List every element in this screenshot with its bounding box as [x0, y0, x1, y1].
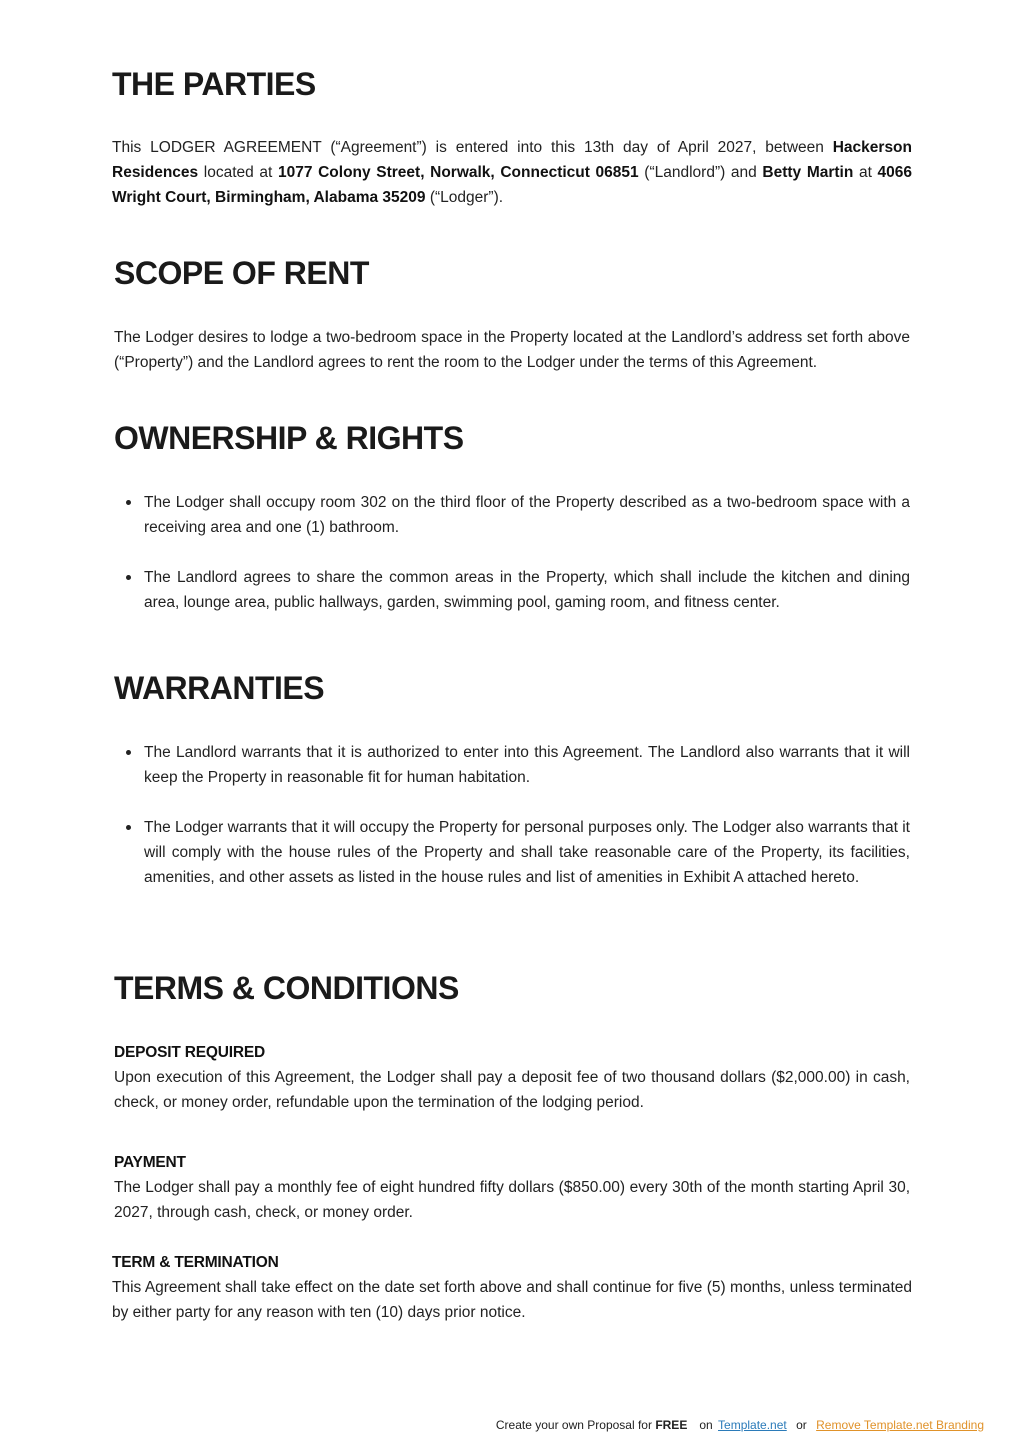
payment-text: The Lodger shall pay a monthly fee of eight hundred fifty dollars ($850.00) every 30th of the month starting April 30, 2027, through cash, check, or money order.	[114, 1179, 910, 1221]
parties-text-1: This LODGER AGREEMENT (“Agreement”) is entered into this 13th day of April 2027, between	[112, 139, 833, 156]
list-item: The Landlord warrants that it is authorized to enter into this Agreement. The Landlord also warrants that it will keep the Property in reasonable fit for human habitation.	[112, 740, 910, 790]
branding-footer	[496, 1418, 984, 1432]
deposit-text: Upon execution of this Agreement, the Lodger shall pay a deposit fee of two thousand dollars ($2,000.00) in cash, check, or money order, refundable upon the termination of the lodging period.	[114, 1069, 910, 1111]
footer-on: on	[699, 1418, 713, 1432]
scope-paragraph: The Lodger desires to lodge a two-bedroom space in the Property located at the Landlord’s address set forth above (“Property”) and the Landlord agrees to rent the room to the Lodger under the terms of this Agreement.	[114, 329, 910, 371]
deposit-title: DEPOSIT REQUIRED	[114, 1044, 265, 1061]
remove-branding-link[interactable]: Remove Template.net Branding	[816, 1418, 984, 1432]
footer-free: FREE	[655, 1418, 688, 1432]
parties-text-3: (“Landlord”) and	[638, 164, 763, 181]
terms-heading: TERMS & CONDITIONS	[114, 970, 459, 1006]
lodger-address: 4066 Wright Court, Birmingham, Alabama 35209	[112, 164, 913, 206]
scope-heading: SCOPE OF RENT	[114, 255, 369, 291]
parties-text-2: located at	[198, 164, 278, 181]
warranties-heading: WARRANTIES	[114, 670, 325, 706]
termination-title: TERM & TERMINATION	[112, 1254, 279, 1271]
payment-title: PAYMENT	[114, 1154, 186, 1171]
landlord-name: Hackerson Residences	[112, 139, 912, 181]
parties-paragraph	[112, 135, 912, 210]
ownership-list	[112, 490, 910, 640]
parties-text-5: (“Lodger”).	[425, 189, 504, 206]
list-item: The Lodger warrants that it will occupy the Property for personal purposes only. The Lodger also warrants that it will comply with the house rules of the Property and shall take reasonable care of the Property, its facilities, amenities, and other assets as listed in the house rules and list of amenities in Exhibit A attached hereto.	[112, 815, 910, 890]
parties-heading: THE PARTIES	[112, 66, 316, 102]
footer-prefix: Create your own Proposal for	[495, 1418, 656, 1432]
list-item: The Landlord agrees to share the common areas in the Property, which shall include the kitchen and dining area, lounge area, public hallways, garden, swimming pool, gaming room, and fitness center.	[112, 565, 910, 615]
landlord-address: 1077 Colony Street, Norwalk, Connecticut 06851	[277, 164, 639, 181]
parties-text-4: at	[853, 164, 878, 181]
ownership-heading: OWNERSHIP & RIGHTS	[114, 420, 464, 456]
template-net-link[interactable]: Template.net	[718, 1418, 787, 1432]
lodger-name: Betty Martin	[762, 164, 854, 181]
footer-or: or	[796, 1418, 807, 1432]
termination-text: This Agreement shall take effect on the date set forth above and shall continue for five (5) months, unless terminated by either party for any reason with ten (10) days prior notice.	[112, 1279, 912, 1321]
list-item: The Lodger shall occupy room 302 on the third floor of the Property described as a two-bedroom space with a receiving area and one (1) bathroom.	[112, 490, 910, 540]
warranties-list	[112, 740, 910, 915]
